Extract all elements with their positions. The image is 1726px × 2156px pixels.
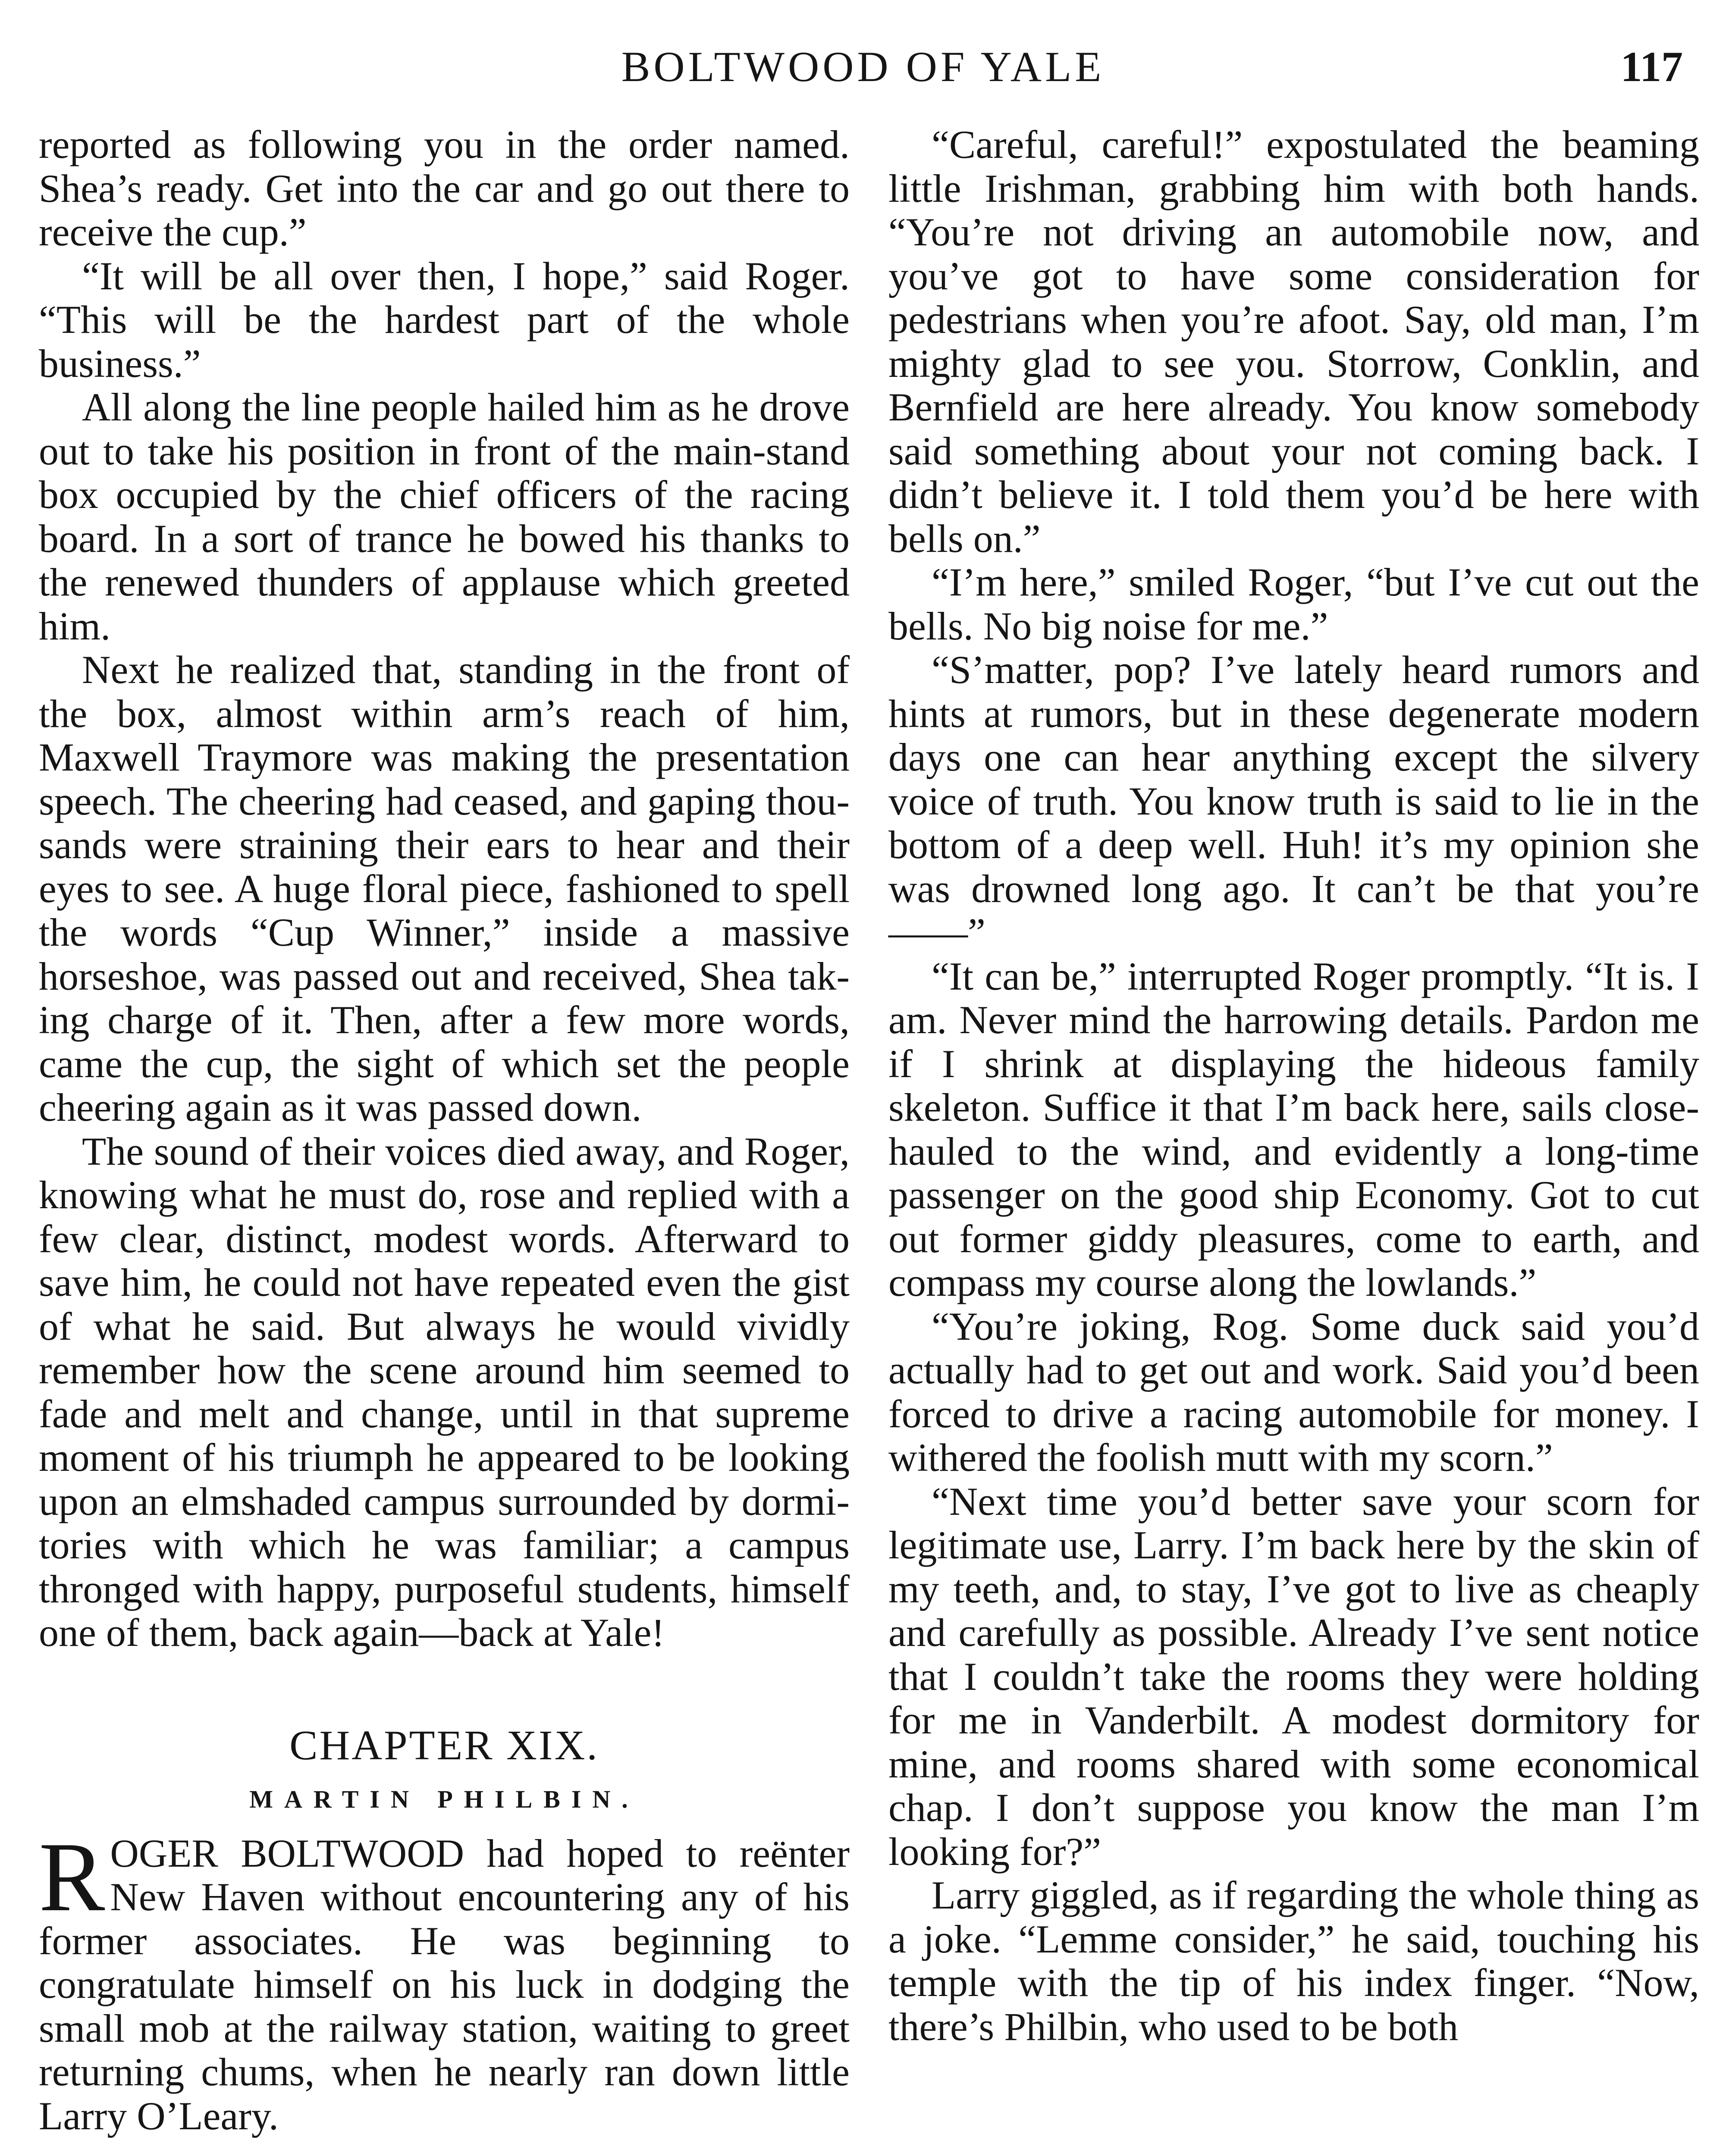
paragraph: Next he realized that, standing in the front of the box, almost within arm’s reach of him, Maxwell Traymore was making the presentation speech. The cheering had ceased, and gaping thousands were straining their ears to hear and their eyes to see. A huge floral piece, fashioned to spell the words “Cup Winner,” inside a massive horseshoe, was passed out and received, Shea taking charge of it. Then, after a few more words, came the cup, the sight of which set the people cheering again as it was passed down. [39, 648, 850, 1129]
page-number: 117 [1620, 43, 1683, 91]
running-title: BOLTWOOD OF YALE [621, 43, 1105, 91]
paragraph: “Next time you’d better save your scorn for legitimate use, Larry. I’m back here by the skin of my teeth, and, to stay, I’ve got to live as cheaply and carefully as possible. Already I’ve sent notice that I couldn’t take the rooms they were holding for me in Vanderbilt. A modest dormitory for mine, and rooms shared with some economical chap. I don’t suppose you know the man I’m looking for?” [888, 1479, 1699, 1874]
paragraph: “S’matter, pop? I’ve lately heard rumors and hints at rumors, but in these degenerate modern days one can hear anything except the silvery voice of truth. You know truth is said to lie in the bottom of a deep well. Huh! it’s my opinion she was drowned long ago. It can’t be that you’re——” [888, 648, 1699, 954]
paragraph: “You’re joking, Rog. Some duck said you’d actually had to get out and work. Said you’d been forced to drive a racing automobile for money. I withered the foolish mutt with my scorn.” [888, 1304, 1699, 1479]
paragraph: “I’m here,” smiled Roger, “but I’ve cut out the bells. No big noise for me.” [888, 560, 1699, 648]
paragraph: All along the line people hailed him as he drove out to take his position in front of the main-stand box occupied by the chief officers of the racing board. In a sort of trance he bowed his thanks to the renewed thunders of applause which greeted him. [39, 385, 850, 648]
paragraph: “It will be all over then, I hope,” said Roger. “This will be the hardest part of the whole business.” [39, 254, 850, 385]
paragraph: Larry giggled, as if regarding the whole thing as a joke. “Lemme consider,” he said, touching his temple with the tip of his index finger. “Now, there’s Philbin, who used to be both [888, 1873, 1699, 2049]
paragraph: “It can be,” interrupted Roger promptly. “It is. I am. Never mind the harrowing details. Pardon me if I shrink at displaying the hideous family skeleton. Suffice it that I’m back here, sails close-hauled to the wind, and evidently a long-time passenger on the good ship Economy. Got to cut out former giddy pleasures, come to earth, and compass my course along the lowlands.” [888, 954, 1699, 1304]
chapter-subtitle: MARTIN PHILBIN. [249, 1785, 639, 1813]
chapter-heading [39, 1720, 850, 1819]
drop-cap: R [39, 1821, 105, 1932]
opening-text: OGER BOLTWOOD had hoped to reënter New Haven without encountering any of his former associates. He was beginning to congratulate himself on his luck in dodging the small mob at the railway station, waiting to greet returning chums, when he nearly ran down little Larry O’Leary. [39, 1831, 850, 2138]
paragraph: The sound of their voices died away, and Roger, knowing what he must do, rose and replied with a few clear, distinct, modest words. Afterward to save him, he could not have repeated even the gist of what he said. But always he would vividly remember how the scene around him seemed to fade and melt and change, until in that supreme moment of his triumph he appeared to be looking upon an elmshaded campus surrounded by dormitories with which he was familiar; a campus thronged with happy, purposeful students, himself one of them, back again—back at Yale! [39, 1129, 850, 1655]
paragraph: “Careful, careful!” expostulated the beaming little Irishman, grabbing him with both hands. “You’re not driving an automobile now, and you’ve got to have some consideration for pedestrians when you’re afoot. Say, old man, I’m mighty glad to see you. Storrow, Conklin, and Bernfield are here already. You know somebody said something about your not coming back. I didn’t believe it. I told them you’d be here with bells on.” [888, 122, 1699, 561]
chapter-opening-paragraph [39, 1821, 850, 2138]
page-header [0, 34, 1726, 99]
left-column [39, 123, 850, 2138]
right-column [888, 123, 1699, 2049]
chapter-title: CHAPTER XIX. [289, 1722, 599, 1769]
paragraph: reported as following you in the order named. Shea’s ready. Get into the car and go out there to receive the cup.” [39, 122, 850, 254]
